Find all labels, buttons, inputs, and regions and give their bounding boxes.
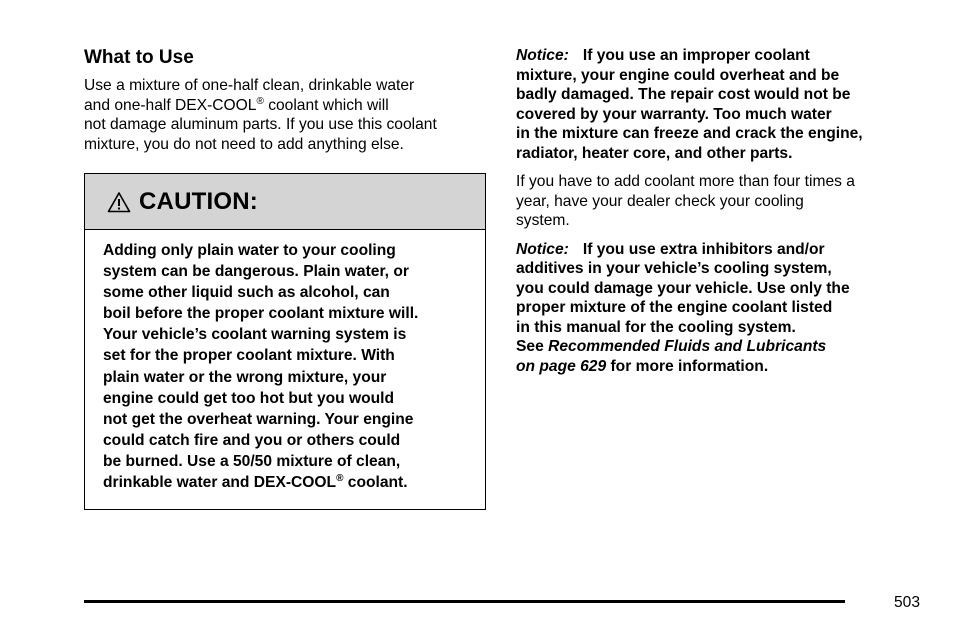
text-fragment: See xyxy=(516,338,549,356)
cross-reference-link[interactable]: Recommended Fluids and Lubricants xyxy=(548,338,827,356)
text-line: If you have to add coolant more than four times a xyxy=(516,173,855,190)
notice-block xyxy=(516,240,921,377)
caution-line: Adding only plain water to your cooling xyxy=(103,242,396,259)
notice-line xyxy=(516,240,921,260)
caution-line: not get the overheat warning. Your engine xyxy=(103,410,414,428)
notice-line: in the mixture can freeze and crack the engine, xyxy=(516,125,863,142)
text-line xyxy=(84,96,488,116)
caution-line: could catch fire and you or others could xyxy=(103,431,401,449)
caution-header xyxy=(85,174,485,230)
dealer-check-paragraph xyxy=(516,172,921,231)
caution-line: plain water or the wrong mixture, your xyxy=(103,368,387,386)
text-fragment: If you use extra inhibitors and/or xyxy=(582,240,825,258)
notice-line xyxy=(516,357,921,377)
text-line: Use a mixture of one-half clean, drinkable water xyxy=(84,77,415,94)
what-to-use-paragraph xyxy=(84,76,488,154)
section-heading: What to Use xyxy=(84,47,194,68)
caution-line: engine could get too hot but you would xyxy=(103,389,395,407)
notice-line xyxy=(516,337,921,357)
right-column xyxy=(516,46,921,376)
text-line: system. xyxy=(516,212,570,230)
notice-line: mixture, your engine could overheat and be xyxy=(516,66,840,84)
notice-line: covered by your warranty. Too much water xyxy=(516,105,832,123)
caution-line: some other liquid such as alcohol, can xyxy=(103,284,390,302)
text-fragment: coolant which will xyxy=(263,96,389,114)
caution-box xyxy=(84,173,486,510)
text-fragment: drinkable water and DEX-COOL xyxy=(103,474,337,492)
notice-label: Notice: xyxy=(516,47,569,64)
caution-line: be burned. Use a 50/50 mixture of clean, xyxy=(103,452,401,470)
registered-mark: ® xyxy=(336,473,344,485)
notice-line: you could damage your vehicle. Use only the xyxy=(516,279,850,297)
text-fragment: for more information. xyxy=(606,357,769,375)
text-line: year, have your dealer check your cooling xyxy=(516,192,804,210)
notice-line: in this manual for the cooling system. xyxy=(516,318,796,336)
caution-line: system can be dangerous. Plain water, or xyxy=(103,263,409,281)
caution-line: set for the proper coolant mixture. With xyxy=(103,347,395,365)
notice-block xyxy=(516,46,921,163)
notice-line: badly damaged. The repair cost would not be xyxy=(516,86,851,103)
warning-triangle-icon xyxy=(107,191,131,213)
caution-text xyxy=(85,230,485,493)
caution-line xyxy=(103,472,467,493)
text-line: not damage aluminum parts. If you use this coolant xyxy=(84,116,437,134)
registered-mark: ® xyxy=(256,95,264,107)
notice-label: Notice: xyxy=(516,240,569,258)
notice-line xyxy=(516,46,921,66)
notice-line: additives in your vehicle’s cooling system, xyxy=(516,260,832,278)
footer-rule xyxy=(84,600,845,603)
text-line: mixture, you do not need to add anything else. xyxy=(84,135,404,153)
notice-line: proper mixture of the engine coolant listed xyxy=(516,299,833,317)
caution-title: CAUTION: xyxy=(139,187,258,215)
text-fragment: coolant. xyxy=(343,474,408,492)
text-fragment: If you use an improper coolant xyxy=(582,47,810,64)
left-column xyxy=(84,46,488,154)
cross-reference-page[interactable]: on page 629 xyxy=(516,357,607,375)
page-number: 503 xyxy=(893,594,920,611)
caution-line: boil before the proper coolant mixture will. xyxy=(103,305,419,323)
text-fragment: and one-half DEX-COOL xyxy=(84,96,257,114)
caution-line: Your vehicle’s coolant warning system is xyxy=(103,326,407,344)
notice-line: radiator, heater core, and other parts. xyxy=(516,144,793,162)
